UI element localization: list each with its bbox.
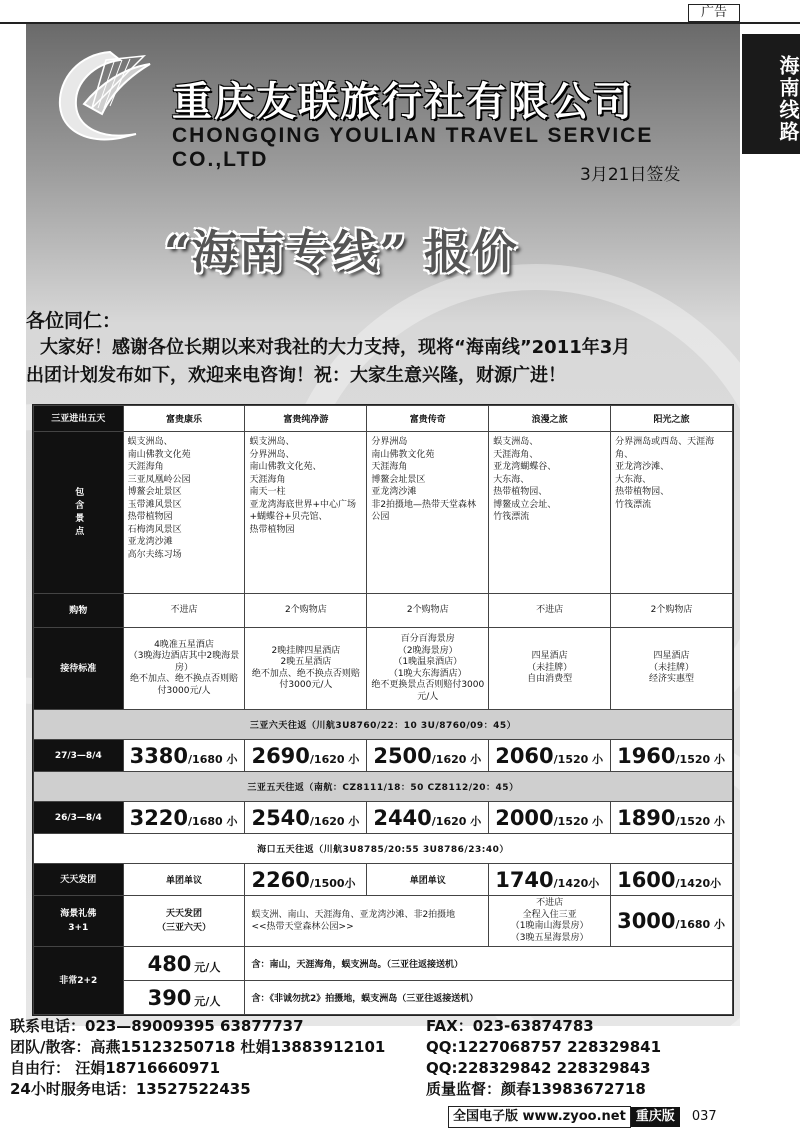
adult-price: 1600 (617, 867, 676, 892)
footer-edition: 全国电子版 www.zyoo.net (448, 1106, 631, 1128)
child-price: /1520 小 (675, 814, 725, 828)
child-price: /1420小 (675, 876, 722, 890)
price-cell (611, 802, 733, 834)
contact-left (10, 1016, 385, 1100)
footer-city-edition: 重庆版 (631, 1107, 680, 1127)
price-cell (489, 802, 611, 834)
page-number: 037 (691, 1109, 717, 1124)
spots-cell: 蜈支洲岛、 天涯海角、 亚龙湾蝴蝶谷、 大东海、 热带植物园、 博鳌成立会址、 竹筏漂流 (489, 432, 611, 594)
price-cell (611, 740, 733, 772)
price-cell (489, 740, 611, 772)
hotel-label: 接待标准 (34, 628, 124, 710)
contact-right (426, 1016, 661, 1100)
contact-qq-2: QQ:228329842 228329843 (426, 1059, 651, 1077)
issue-date: 3月21日签发 (580, 165, 681, 185)
contact-qq-1: QQ:1227068757 228329841 (426, 1038, 662, 1056)
price-cell (245, 740, 367, 772)
product-header: 阳光之旅 (611, 406, 733, 432)
child-price: /1420小 (553, 876, 600, 890)
contact-fax: FAX：023-63874783 (426, 1017, 594, 1035)
package-price: 390 (147, 985, 192, 1010)
shopping-label: 购物 (34, 594, 124, 628)
hotel-cell: 4晚准五星酒店 （3晚海边酒店其中2晚海景房） 绝不加点、绝不换点否则赔付3000元/人 (123, 628, 245, 710)
negotiable-price: 单团单议 (367, 864, 489, 896)
package-price: 480 (147, 951, 192, 976)
contact-quality: 质量监督：颜春13983672718 (426, 1080, 646, 1098)
gift-package-label: 海景礼佛 3+1 (34, 896, 124, 947)
adult-price: 2500 (373, 743, 432, 768)
price-cell (123, 947, 245, 981)
child-price: /1520 小 (553, 814, 604, 828)
child-price: /1680 小 (188, 814, 238, 828)
child-price: /1520 小 (553, 752, 604, 766)
adult-price: 1890 (617, 805, 676, 830)
price-cell (611, 896, 733, 947)
shopping-cell: 2个购物店 (367, 594, 489, 628)
price-cell (123, 981, 245, 1015)
package-includes: 含：南山，天涯海角，蜈支洲岛。（三亚往返接送机） (245, 947, 733, 981)
table-corner-label: 三亚进出五天 (34, 406, 124, 432)
spots-cell: 蜈支洲岛、 南山佛教文化苑 天涯海角 三亚凤凰岭公园 博鳌会址景区 玉带滩风景区 热带植物园 石梅湾风景区 亚龙湾沙滩 高尔夫练习场 (123, 432, 245, 594)
price-cell (123, 740, 245, 772)
contact-group: 团队/散客：高燕15123250718 杜娟13883912101 (10, 1038, 386, 1056)
adult-price: 2440 (373, 805, 432, 830)
intro-line-2: 出团计划发布如下，欢迎来电咨询！祝：大家生意兴隆，财源广进！ (26, 365, 566, 386)
shopping-cell: 2个购物店 (245, 594, 367, 628)
contact-hotline: 24小时服务电话：13527522435 (10, 1080, 251, 1098)
contact-free-travel: 自由行： 汪娟18716660971 (10, 1059, 221, 1077)
headline: “海南专线” 报价 (164, 225, 518, 279)
price-unit: 元/人 (194, 994, 221, 1008)
child-price: /1520 小 (675, 752, 725, 766)
price-table (32, 404, 734, 1016)
company-name-en: CHONGQING YOULIAN TRAVEL SERVICE CO.,LTD (172, 124, 654, 171)
contact-phone: 联系电话：023—89009395 63877737 (10, 1017, 304, 1035)
company-name-cn: 重庆友联旅行社有限公司 (172, 79, 634, 125)
hotel-cell: 四星酒店 （未挂牌） 自由消费型 (489, 628, 611, 710)
daily-departure-label: 天天发团 (34, 864, 124, 896)
price-cell (245, 864, 367, 896)
price-cell (489, 864, 611, 896)
price-cell (123, 802, 245, 834)
adult-price: 2060 (495, 743, 554, 768)
company-logo-icon (40, 34, 160, 154)
negotiable-price: 单团单议 (123, 864, 245, 896)
adult-price: 2690 (251, 743, 310, 768)
package-includes: 含：《非诚勿扰2》拍摄地，蜈支洲岛（三亚往返接送机） (245, 981, 733, 1015)
adult-price: 2540 (251, 805, 310, 830)
hotel-cell: 2晚挂牌四星酒店 2晚五星酒店 绝不加点、绝不换点否则赔付3000元/人 (245, 628, 367, 710)
price-cell (367, 740, 489, 772)
spots-label: 包含景点 (34, 432, 124, 594)
product-header: 富贵康乐 (123, 406, 245, 432)
child-price: /1680 小 (675, 918, 725, 931)
adult-price: 3380 (129, 743, 189, 768)
adult-price: 1740 (495, 867, 554, 892)
shopping-cell: 不进店 (123, 594, 245, 628)
price-cell (367, 802, 489, 834)
adult-price: 1960 (617, 743, 676, 768)
gift-daily-departure: 天天发团 （三亚六天） (123, 896, 245, 947)
spots-cell: 蜈支洲岛、 分界洲岛、 南山佛教文化苑、 天涯海角 南天一柱 亚龙湾海底世界+中心广场+蝴蝶谷+贝壳馆、 热带植物园 (245, 432, 367, 594)
product-header: 富贵纯净游 (245, 406, 367, 432)
adult-price: 3000 (617, 909, 676, 933)
gift-hotel: 不进店 全程入住三亚 （1晚南山海景房） （3晚五星海景房） (489, 896, 611, 947)
route-band-sanya-six-day: 三亚六天往返（川航3U8760/22：10 3U/8760/09：45） (34, 710, 733, 740)
adult-price: 2260 (251, 867, 310, 892)
special-package-label: 非常2+2 (34, 947, 124, 1015)
route-band-sanya-five-day: 三亚五天往返（南航：CZ8111/18：50 CZ8112/20：45） (34, 772, 733, 802)
child-price: /1620 小 (309, 814, 360, 828)
gift-spots: 蜈支洲、南山、天涯海角、亚龙湾沙滩、非2拍摄地 <<热带天堂森林公园>> (245, 896, 489, 947)
shopping-cell: 不进店 (489, 594, 611, 628)
child-price: /1620 小 (431, 814, 482, 828)
child-price: /1680 小 (188, 752, 238, 766)
child-price: /1500小 (309, 876, 356, 890)
date-range-label: 27/3—8/4 (34, 740, 124, 772)
child-price: /1620 小 (431, 752, 482, 766)
product-header: 浪漫之旅 (489, 406, 611, 432)
child-price: /1620 小 (309, 752, 360, 766)
hotel-cell: 四星酒店 （未挂牌） 经济实惠型 (611, 628, 733, 710)
ad-tag: 广告 (688, 4, 740, 22)
intro-line-1: 大家好！感谢各位长期以来对我社的大力支持，现将“海南线”2011年3月 (40, 337, 631, 358)
price-cell (611, 864, 733, 896)
adult-price: 3220 (129, 805, 189, 830)
product-header: 富贵传奇 (367, 406, 489, 432)
ad-panel (26, 24, 740, 1026)
shopping-cell: 2个购物店 (611, 594, 733, 628)
spots-cell: 分界洲岛或西岛、天涯海角、 亚龙湾沙滩、 大东海、 热带植物园、 竹筏漂流 (611, 432, 733, 594)
side-tab-hainan-routes: 海南线路 (742, 34, 800, 154)
greeting: 各位同仁： (26, 310, 122, 332)
spots-cell: 分界洲岛 南山佛教文化苑 天涯海角 博鳌会址景区 亚龙湾沙滩 非2拍摄地—热带天堂森林公园 (367, 432, 489, 594)
hotel-cell: 百分百海景房 （2晚海景房） （1晚温泉酒店） （1晚大东海酒店） 绝不更换景点否则赔付3000元/人 (367, 628, 489, 710)
price-unit: 元/人 (194, 960, 221, 974)
adult-price: 2000 (495, 805, 554, 830)
date-range-label: 26/3—8/4 (34, 802, 124, 834)
intro-text (26, 334, 726, 390)
page-footer (448, 1106, 717, 1126)
price-cell (245, 802, 367, 834)
route-band-haikou-five-day: 海口五天往返（川航3U8785/20:55 3U8786/23:40） (34, 834, 733, 864)
